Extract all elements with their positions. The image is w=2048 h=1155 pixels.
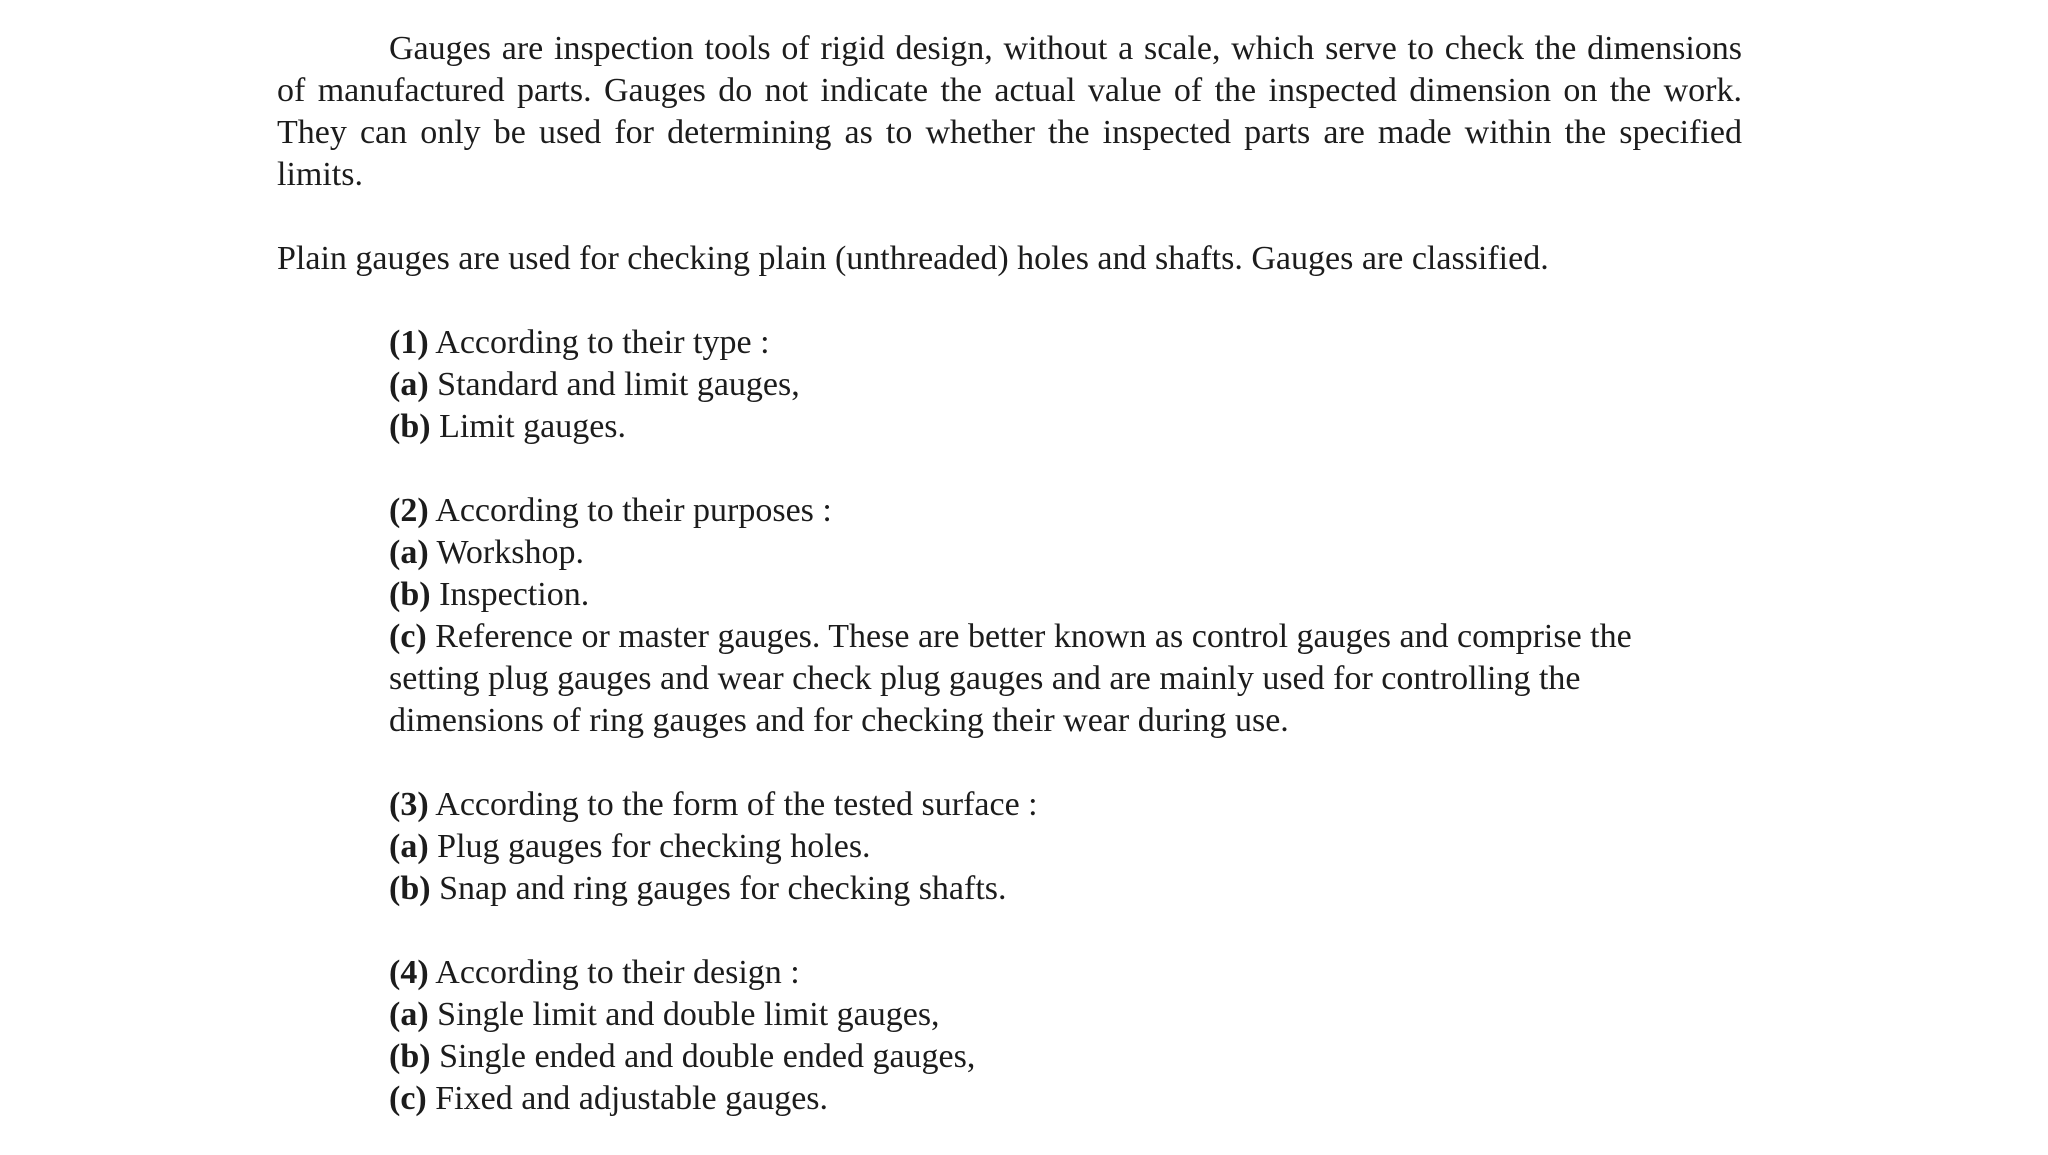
item-marker: (a): [389, 828, 429, 865]
list-item: [389, 574, 1742, 616]
list-item: [389, 1078, 1742, 1120]
group-heading-text: According to the form of the tested surface :: [435, 786, 1038, 823]
item-text: Snap and ring gauges for checking shafts.: [439, 870, 1007, 907]
item-marker: (a): [389, 996, 429, 1033]
classification-group-type: [389, 322, 1742, 448]
item-text: Limit gauges.: [439, 408, 627, 445]
list-item: [389, 616, 1709, 742]
item-text: Workshop.: [436, 534, 584, 571]
document-page: [277, 28, 1742, 1120]
group-heading: [389, 952, 1742, 994]
list-item: [389, 532, 1742, 574]
group-number: (4): [389, 954, 429, 991]
item-marker: (a): [389, 534, 429, 571]
group-heading-text: According to their type :: [435, 324, 770, 361]
item-marker: (b): [389, 576, 431, 613]
item-marker: (a): [389, 366, 429, 403]
item-text: Plug gauges for checking holes.: [437, 828, 871, 865]
intro-paragraph: Gauges are inspection tools of rigid design, without a scale, which serve to check the dimensions of manufactured parts. Gauges do not indicate the actual value of the inspected dimension on the work. They can only be used for determining as to whether the inspected parts are made within the specified limits.: [277, 30, 1742, 193]
item-marker: (b): [389, 870, 431, 907]
classification-group-design: [389, 952, 1742, 1120]
group-heading: [389, 322, 1742, 364]
list-item: [389, 868, 1742, 910]
item-text: Inspection.: [439, 576, 590, 613]
list-item: [389, 1036, 1742, 1078]
item-marker: (c): [389, 618, 427, 655]
list-item: [389, 826, 1742, 868]
item-marker: (c): [389, 1080, 427, 1117]
item-marker: (b): [389, 408, 431, 445]
group-number: (2): [389, 492, 429, 529]
group-heading-text: According to their purposes :: [435, 492, 832, 529]
group-heading-text: According to their design :: [435, 954, 800, 991]
group-number: (3): [389, 786, 429, 823]
item-text: Fixed and adjustable gauges.: [435, 1080, 829, 1117]
item-text: Reference or master gauges. These are better known as control gauges and comprise the setting plug gauges and wear check plug gauges and are mainly used for controlling the dimensions of ring gauges and for checking their wear during use.: [389, 618, 1632, 739]
list-item: [389, 364, 1742, 406]
item-text: Single ended and double ended gauges,: [439, 1038, 976, 1075]
group-heading: [389, 784, 1742, 826]
group-number: (1): [389, 324, 429, 361]
group-heading: [389, 490, 1742, 532]
item-marker: (b): [389, 1038, 431, 1075]
list-item: [389, 994, 1742, 1036]
classification-paragraph: Plain gauges are used for checking plain (unthreaded) holes and shafts. Gauges are classified.: [277, 240, 1549, 277]
classification-group-purpose: [389, 490, 1742, 742]
list-item: [389, 406, 1742, 448]
item-text: Single limit and double limit gauges,: [437, 996, 940, 1033]
item-text: Standard and limit gauges,: [437, 366, 800, 403]
classification-group-surface: [389, 784, 1742, 910]
